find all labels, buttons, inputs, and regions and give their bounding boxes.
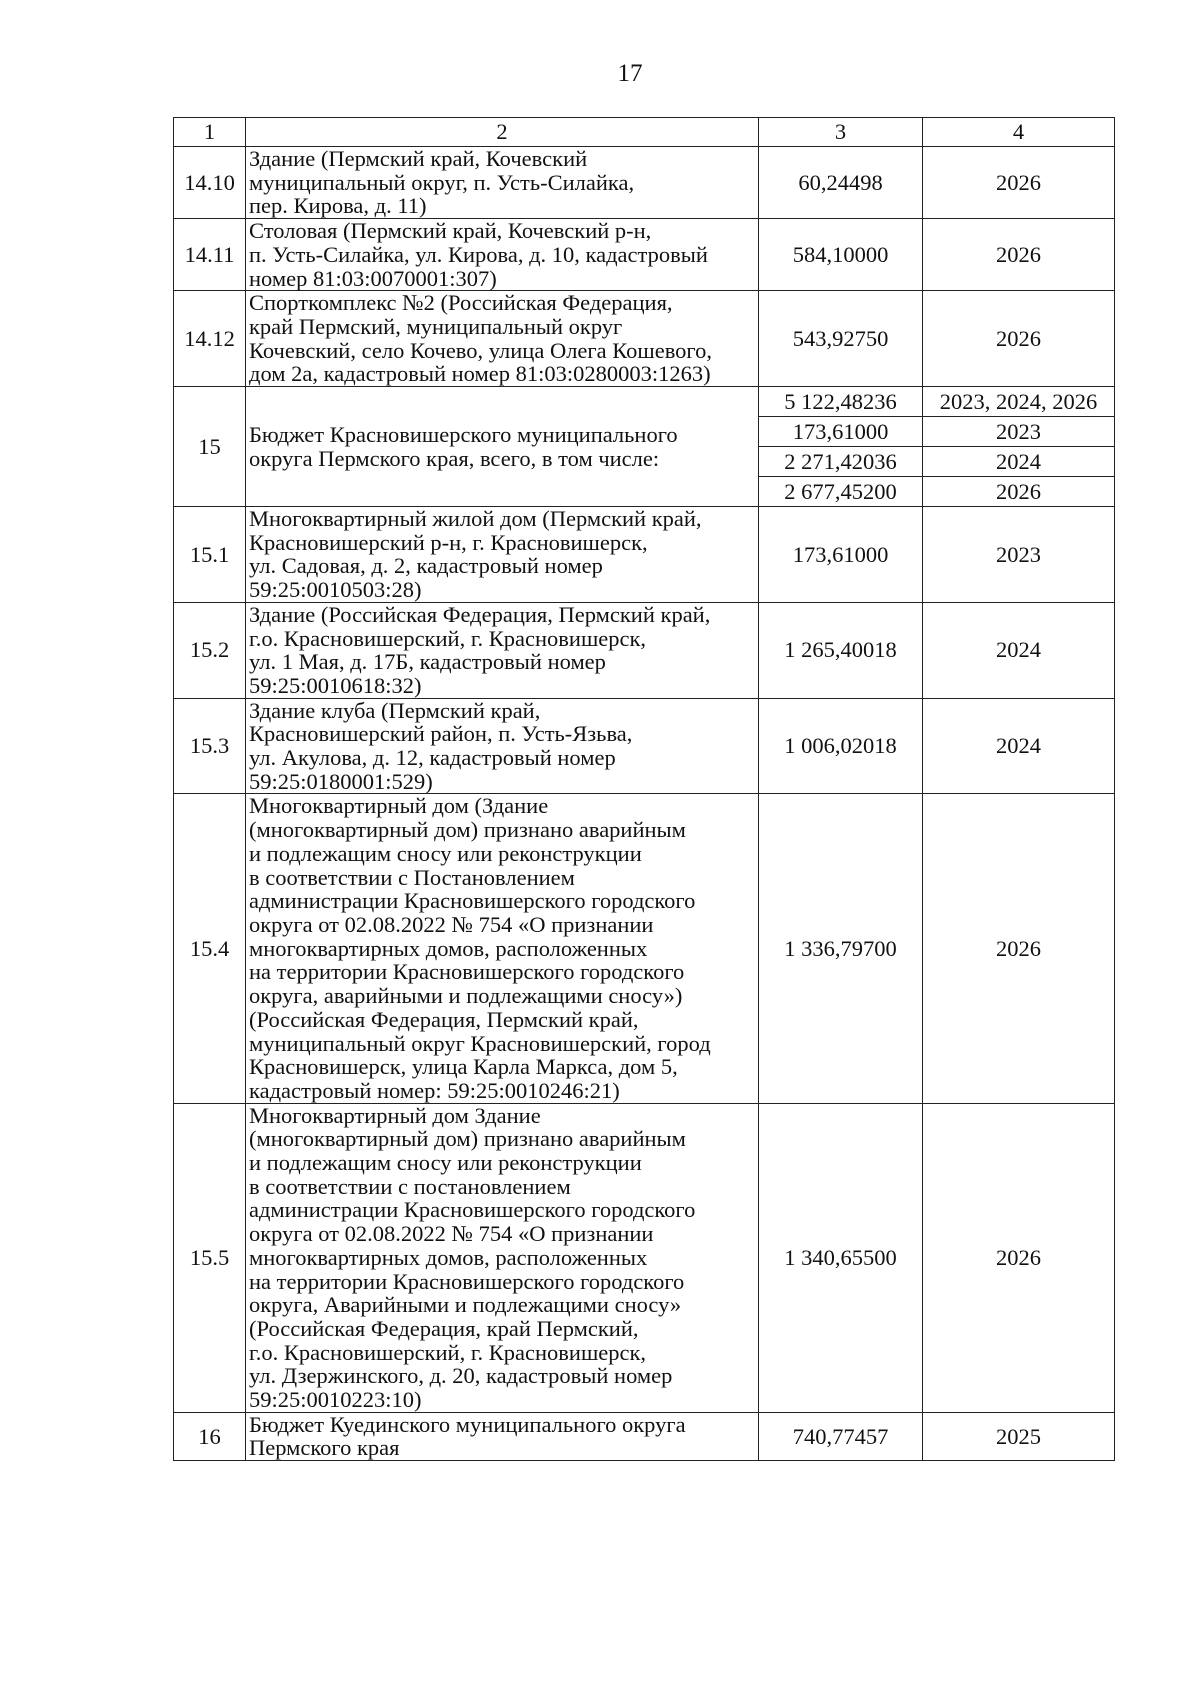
object-description-text: Здание клуба (Пермский край, Красновишерский район, п. Усть-Язьва, ул. Акулова, д. 12, кадастровый номер 59:25:0180001:529) [249, 697, 633, 794]
object-description [246, 219, 759, 291]
table-row [174, 507, 1115, 603]
row-number: 15.5 [174, 1103, 246, 1412]
object-description-text: Многоквартирный жилой дом (Пермский край, Красновишерский р-н, г. Красновишерск, ул. Садовая, д. 2, кадастровый номер 59:25:0010503:28) [249, 506, 702, 603]
row-number: 14.12 [174, 291, 246, 387]
object-description [246, 147, 759, 219]
table-row-budget-total [174, 387, 1115, 417]
year-cell: 2025 [923, 1412, 1115, 1460]
row-number: 16 [174, 1412, 246, 1460]
row-number: 14.11 [174, 219, 246, 291]
row-number: 15.2 [174, 602, 246, 698]
table-row [174, 698, 1115, 794]
amount-cell: 584,10000 [759, 219, 923, 291]
row-number: 15.1 [174, 507, 246, 603]
year-cell: 2026 [923, 219, 1115, 291]
table-row [174, 291, 1115, 387]
year-cell: 2026 [923, 477, 1115, 507]
object-description [246, 1412, 759, 1460]
amount-cell: 1 006,02018 [759, 698, 923, 794]
page-number: 17 [617, 60, 643, 87]
year-cell: 2026 [923, 147, 1115, 219]
year-cell: 2024 [923, 447, 1115, 477]
object-description [246, 602, 759, 698]
year-cell: 2023 [923, 507, 1115, 603]
year-cell: 2026 [923, 794, 1115, 1103]
object-description [246, 794, 759, 1103]
amount-cell: 1 340,65500 [759, 1103, 923, 1412]
object-description-text: Многоквартирный дом (Здание (многоквартирный дом) признано аварийным и подлежащим сносу или реконструкции в соответствии с Постановлением администрации Красновишерского городского округа от 02.08.2022 № 754 «О признании многоквартирных домов, расположенных на территории Красновишерского городского округа, аварийными и подлежащими сносу») (Российская Федерация, Пермский край, муниципальный округ Красновишерский, город Красновишерск, улица Карла Маркса, дом 5, кадастровый номер: 59:25:0010246:21) [249, 793, 711, 1103]
header-col-1: 1 [174, 118, 246, 147]
year-cell: 2023 [923, 417, 1115, 447]
amount-cell: 2 677,45200 [759, 477, 923, 507]
year-cell: 2024 [923, 698, 1115, 794]
table-row [174, 147, 1115, 219]
object-description [246, 387, 759, 507]
table-row [174, 602, 1115, 698]
object-description-text: Здание (Российская Федерация, Пермский край, г.о. Красновишерский, г. Красновишерск, ул. 1 Мая, д. 17Б, кадастровый номер 59:25:0010618:32) [249, 601, 711, 698]
object-description [246, 507, 759, 603]
amount-cell: 173,61000 [759, 507, 923, 603]
object-description [246, 291, 759, 387]
object-description [246, 1103, 759, 1412]
row-number: 15.3 [174, 698, 246, 794]
table-row [174, 219, 1115, 291]
amount-cell: 740,77457 [759, 1412, 923, 1460]
object-description-text: Здание (Пермский край, Кочевский муниципальный округ, п. Усть-Силайка, пер. Кирова, д. 11) [249, 146, 635, 219]
amount-cell: 173,61000 [759, 417, 923, 447]
row-number: 15.4 [174, 794, 246, 1103]
header-col-3: 3 [759, 118, 923, 147]
header-col-4: 4 [923, 118, 1115, 147]
year-cell: 2026 [923, 1103, 1115, 1412]
object-description-text: Столовая (Пермский край, Кочевский р-н, п. Усть-Силайка, ул. Кирова, д. 10, кадастровый номер 81:03:0070001:307) [249, 218, 708, 291]
row-number: 14.10 [174, 147, 246, 219]
object-description-text: Бюджет Куединского муниципального округа Пермского края [249, 1411, 686, 1461]
amount-cell: 1 336,79700 [759, 794, 923, 1103]
amount-cell-total: 5 122,48236 [759, 387, 923, 417]
amount-cell: 1 265,40018 [759, 602, 923, 698]
table-header-row [174, 118, 1115, 147]
object-description-text: Бюджет Красновишерского муниципального округа Пермского края, всего, в том числе: [249, 421, 678, 471]
object-description [246, 698, 759, 794]
year-cell: 2024 [923, 602, 1115, 698]
object-description-text: Многоквартирный дом Здание (многоквартирный дом) признано аварийным и подлежащим сносу или реконструкции в соответствии с постановлением администрации Красновишерского городского округа от 02.08.2022 № 754 «О признании многоквартирных домов, расположенных на территории Красновишерского городского округа, Аварийными и подлежащими сносу» (Российская Федерация, край Пермский, г.о. Красновишерский, г. Красновишерск, ул. Дзержинского, д. 20, кадастровый номер 59:25:0010223:10) [249, 1102, 696, 1413]
amount-cell: 543,92750 [759, 291, 923, 387]
object-description-text: Спорткомплекс №2 (Российская Федерация, край Пермский, муниципальный округ Кочевский, село Кочево, улица Олега Кошевого, дом 2а, кадастровый номер 81:03:0280003:1263) [249, 290, 712, 387]
header-col-2: 2 [246, 118, 759, 147]
year-cell-total: 2023, 2024, 2026 [923, 387, 1115, 417]
table-row [174, 1412, 1115, 1460]
table-row [174, 1103, 1115, 1412]
amount-cell: 60,24498 [759, 147, 923, 219]
table-row [174, 794, 1115, 1103]
amount-cell: 2 271,42036 [759, 447, 923, 477]
year-cell: 2026 [923, 291, 1115, 387]
budget-table [173, 117, 1115, 1461]
row-number: 15 [174, 387, 246, 507]
